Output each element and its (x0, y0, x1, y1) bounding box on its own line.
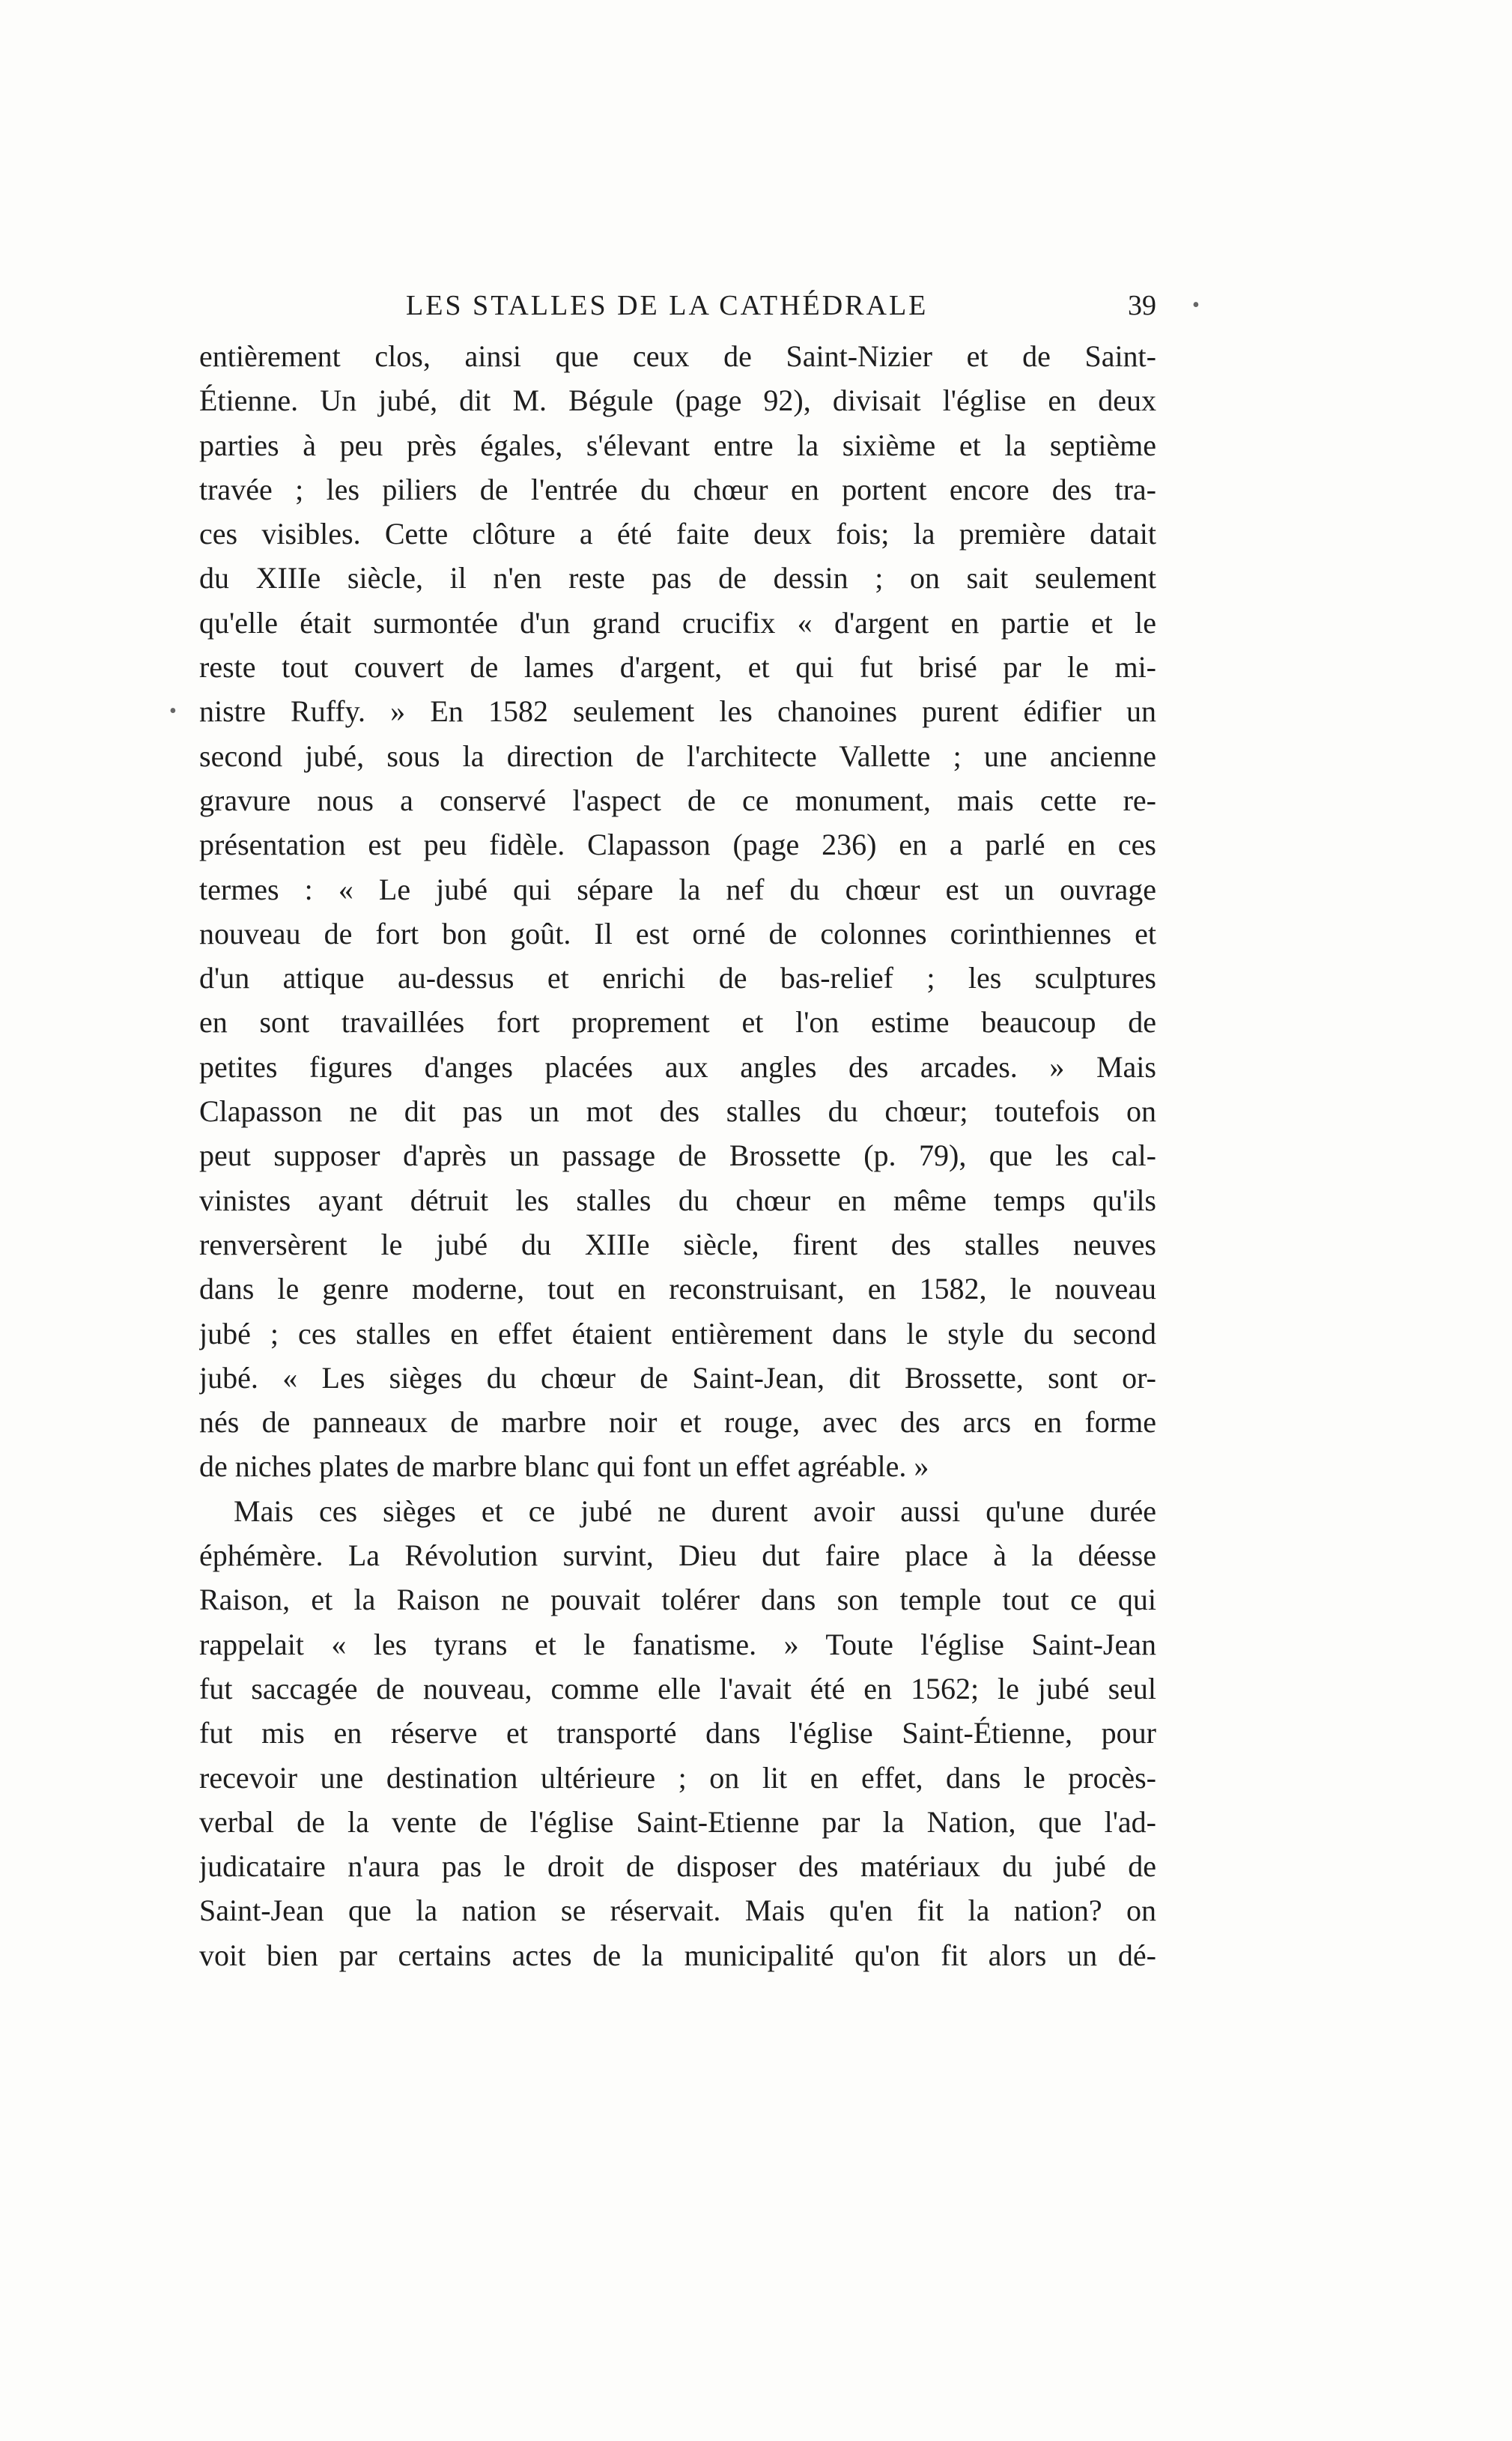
text-line: nés de panneaux de marbre noir et rouge, avec des arcs en forme (199, 1405, 1156, 1440)
text-line: parties à peu près égales, s'élevant entre la sixième et la septième (199, 428, 1156, 462)
text-line: Saint-Jean que la nation se réservait. Mais qu'en fit la nation? on (199, 1893, 1156, 1928)
text-line: présentation est peu fidèle. Clapasson (page 236) en a parlé en ces (199, 828, 1156, 862)
running-header (199, 287, 1156, 324)
text-line: judicataire n'aura pas le droit de disposer des matériaux du jubé de (199, 1849, 1156, 1884)
text-line: fut saccagée de nouveau, comme elle l'avait été en 1562; le jubé seul (199, 1671, 1156, 1705)
text-line: travée ; les piliers de l'entrée du chœur en portent encore des tra- (199, 472, 1156, 506)
text-line: fut mis en réserve et transporté dans l'église Saint-Étienne, pour (199, 1716, 1156, 1750)
text-line: d'un attique au-dessus et enrichi de bas-relief ; les sculptures (199, 961, 1156, 995)
text-line: second jubé, sous la direction de l'architecte Vallette ; une ancienne (199, 739, 1156, 773)
text-line: renversèrent le jubé du XIIIe siècle, firent des stalles neuves (199, 1227, 1156, 1261)
text-line: jubé ; ces stalles en effet étaient entièrement dans le style du second (199, 1316, 1156, 1350)
page-number: 39 (1128, 290, 1156, 321)
text-line: qu'elle était surmontée d'un grand crucifix « d'argent en partie et le (199, 605, 1156, 640)
text-line: éphémère. La Révolution survint, Dieu dut faire place à la déesse (199, 1538, 1156, 1573)
text-line: de niches plates de marbre blanc qui font un effet agréable. » (199, 1449, 929, 1484)
text-line: jubé. « Les sièges du chœur de Saint-Jean, dit Brossette, sont or- (199, 1360, 1156, 1395)
text-line: du XIIIe siècle, il n'en reste pas de dessin ; on sait seulement (199, 561, 1156, 595)
text-line: rappelait « les tyrans et le fanatisme. » Toute l'église Saint-Jean (199, 1627, 1156, 1661)
text-line: peut supposer d'après un passage de Brossette (p. 79), que les cal- (199, 1138, 1156, 1173)
text-line: nistre Ruffy. » En 1582 seulement les chanoines purent édifier un (199, 694, 1156, 729)
body-text (199, 334, 1156, 1977)
text-line: en sont travaillées fort proprement et l'on estime beaucoup de (199, 1005, 1156, 1040)
text-line: ces visibles. Cette clôture a été faite deux fois; la première datait (199, 517, 1156, 551)
text-line: petites figures d'anges placées aux angles des arcades. » Mais (199, 1049, 1156, 1084)
running-title: LES STALLES DE LA CATHÉDRALE (406, 290, 929, 321)
stray-ink-mark: • (1192, 294, 1200, 317)
text-line: verbal de la vente de l'église Saint-Etienne par la Nation, que l'ad- (199, 1804, 1156, 1839)
text-line: Étienne. Un jubé, dit M. Bégule (page 92), divisait l'église en deux (199, 383, 1156, 418)
text-line: Clapasson ne dit pas un mot des stalles du chœur; toutefois on (199, 1094, 1156, 1129)
text-line: vinistes ayant détruit les stalles du chœur en même temps qu'ils (199, 1183, 1156, 1217)
text-line: recevoir une destination ultérieure ; on lit en effet, dans le procès- (199, 1760, 1156, 1795)
text-line: Raison, et la Raison ne pouvait tolérer dans son temple tout ce qui (199, 1583, 1156, 1617)
text-line: Mais ces sièges et ce jubé ne durent avoir aussi qu'une durée (234, 1494, 1156, 1528)
stray-ink-mark: • (169, 700, 177, 723)
text-line: entièrement clos, ainsi que ceux de Saint-Nizier et de Saint- (199, 339, 1156, 373)
text-line: reste tout couvert de lames d'argent, et qui fut brisé par le mi- (199, 650, 1156, 685)
text-line: nouveau de fort bon goût. Il est orné de colonnes corinthiennes et (199, 916, 1156, 950)
text-line: gravure nous a conservé l'aspect de ce monument, mais cette re- (199, 783, 1156, 817)
text-line: voit bien par certains actes de la municipalité qu'on fit alors un dé- (199, 1938, 1156, 1972)
text-line: dans le genre moderne, tout en reconstruisant, en 1582, le nouveau (199, 1272, 1156, 1306)
text-line: termes : « Le jubé qui sépare la nef du chœur est un ouvrage (199, 872, 1156, 906)
